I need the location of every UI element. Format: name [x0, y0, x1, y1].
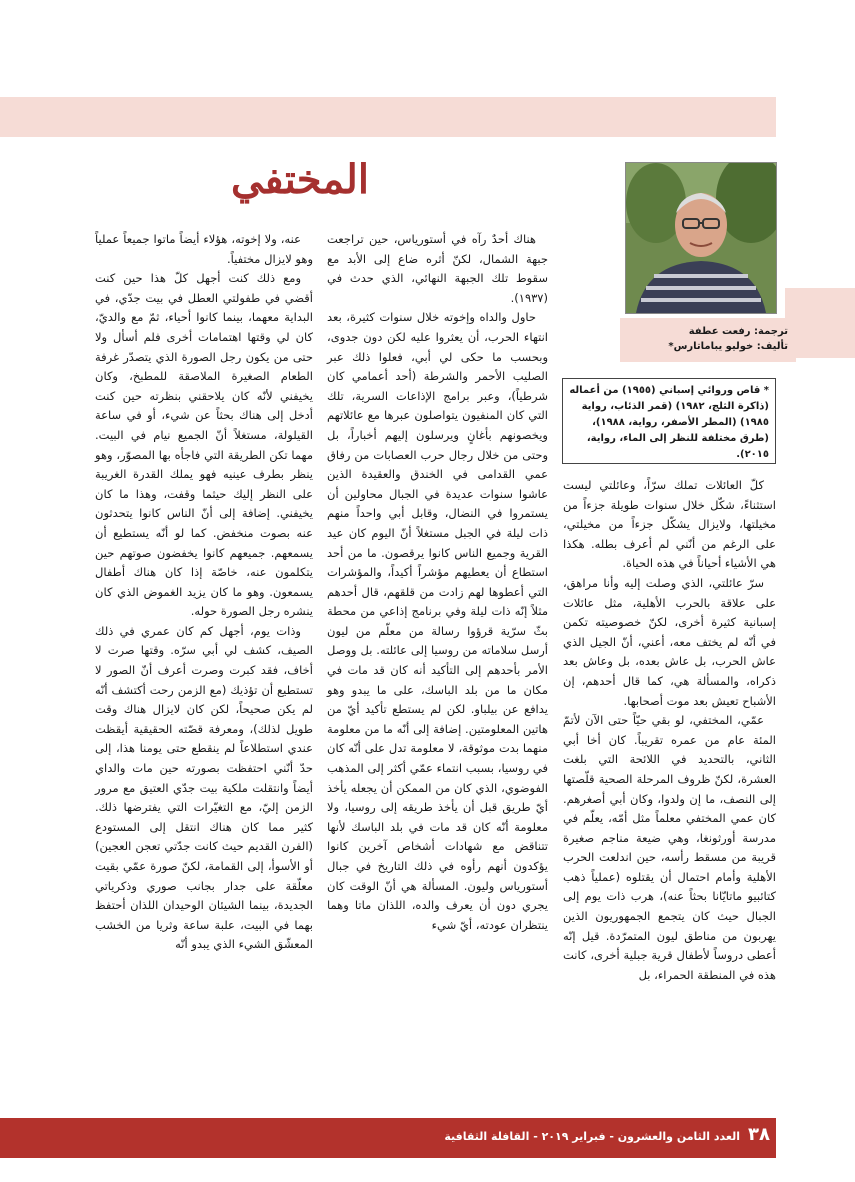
author-photo — [625, 162, 777, 314]
author-note: * قاص وروائي إسباني (١٩٥٥) من أعماله (ذاكرة الثلج، ١٩٨٢) (قمر الذئاب، رواية ١٩٨٥) (المطر الأصفر، رواية، ١٩٨٨)، (طرق مختلفة للنظر إلى الماء، رواية، ٢٠١٥). — [562, 378, 776, 464]
paragraph: حاول والداه وإخوته خلال سنوات كثيرة، بعد انتهاء الحرب، أن يعثروا عليه لكن دون جدوى، وبحسب ما حكى لي أبي، فعلوا ذلك عبر الصليب الأحمر والشرطة (أحد أعمامي كان شرطياً)، وعبر برامج الإذاعات السرية، تلك التي كان المنفيون يتواصلون عبرها مع عائلاتهم ويخصونهم بأغانٍ ويرسلون إليهم أخباراً، بل وحتى من خلال رجال حرب العصابات من رفاق عمي القدامى في الخندق والعقيدة الذين عاشوا سنوات عديدة في الجبال محاولين أن يستمروا في النضال، وقابل أبي واحداً منهم ذات ليلة في الجبل مستغلاً أنّ اليوم كان عيد القرية وجميع الناس كانوا يرقصون. ما من أحد استطاع أن يعطيهم مؤشراً أكيداً، والمؤشرات التي أعطوها لهم زادت من قلقهم، قال أحدهم مثلاً إنّه ذات ليلة وفي برنامج إذاعي من محطة بثّ سرّية قرؤوا رسالة من معلّم من ليون أرسل سلاماته من روسيا إلى عائلته. بل ووصل الأمر بأحدهم إلى التأكيد أنه كان قد مات في مكان ما من بلد الباسك، على ما يبدو وهو يدافع عن بيلباو. لكن لم يستطع تأكيد أيّ من هاتين المعلومتين. إضافة إلى أنّه ما من معلومة منهما بدت موثوقة، لا معلومة تدل على أنّه كان في روسيا، بسبب انتماء عمّي أكثر إلى المذهب الفوضوي، الذي كان من الممكن أن يجعله يأخذ أيّ طريق قبل أن يأخذ طريقه إلى روسيا، ولا معلومة أنّه كان قد مات في بلد الباسك لأنها تتناقض مع شهادات أشخاص آخرين كانوا يؤكدون أنهم رأوه في ذلك التاريخ في جبال أستورياس وليون. المسألة هي أنّ الوقت كان يجري دون أن يعرف والده، اللذان ماتا وهما ينتظران عودته، أيّ شيء — [327, 310, 548, 932]
paragraph: عمّي، المختفي، لو بقي حيّاً حتى الآن لأتمّ المئة عام من عمره تقريباً. كان أخا أبي الثاني، بالتحديد في اللائحة التي بلغت العشرة، لكنّ ظروف المرحلة الصحية قلّصتها إلى النصف، ما إن ولدوا، وكان أبي أصغرهم. كان عمي المختفي معلماً مثل أمّه، يعلّم في مدرسة أورثونغا، وهي ضيعة مناجم صغيرة قريبة من مسقط رأسه، حين اندلعت الحرب الأهلية وأمام احتمال أن يقتلوه (عملياً ذهب كتائبيو ماتايّانا بحثاً عنه)، هرب ذات يوم إلى الجبال حيث كان يتجمع الجمهوريون الذين يهربون من مناطق ليون المتمرّدة. قيل إنّه أعطى دروساً لأطفال قرية جبلية أخرى، كانت هذه في المنطقة الحمراء، بل — [563, 713, 776, 982]
paragraph: عنه، ولا إخوته، هؤلاء أيضاً ماتوا جميعاً عملياً وهو لايزال مختفياً. — [95, 232, 313, 266]
paragraph: ومع ذلك كنت أجهل كلّ هذا حين كنت أقضي في طفولتي العطل في بيت جدّي، في البداية معهما، بينما كانوا أحياء، ثمّ مع والديّ، كان لي وقتها اهتمامات أخرى فلم أسأل ولا حتى من يكون رجل الصورة الذي يتصدّر غرفة الطعام الصغيرة الملاصقة للمطبخ، وكان يخيفني لأنّه كان يلاحقني بنظرته حين كنت أدخل إلى هناك بحثاً عن شيء، أو في ساعة القيلولة، مستغلاً أنّ الجميع نيام في البيت. مهما تكن الطريقة التي فاجأه بها المصوّر، وهو ينظر بطرف عينيه فهو يملك القدرة الغريبة على النظر إليك حيثما وقفت، وهذا ما كان يخيفني. إضافة إلى أنّ الناس كانوا يتحدثون عنه بصوت منخفض. كما لو أنّه يستطيع أن يسمعهم. جميعهم كانوا يخفضون صوتهم حين يتكلمون عنه، خاصّة إذا كان هناك أطفال يسمعون. وهو ما كان يزيد الغموض الذي كان ينشره رجل الصورة حوله. — [95, 271, 313, 619]
page-number: ٣٨ — [748, 1124, 770, 1145]
header-band — [0, 97, 776, 137]
translator-credit: ترجمة: رفعت عطفة — [688, 326, 788, 337]
paragraph: سرّ عائلتي، الذي وصلت إليه وأنا مراهق، على علاقة بالحرب الأهلية، مثل عائلات إسبانية كثيرة أخرى، لكنّ خصوصيته تكمن في أنّه لم يختف معه، أعني، أنّ الجيل الذي عاش الحرب، بل عاش بعده، بل وعاش بعد ذكراه، والمسألة هي، كما قال أحدهم، إن الأشباح تعيش بعد موت أصحابها. — [563, 575, 776, 708]
author-credit: تأليف: خوليو يباماتارس* — [668, 341, 788, 352]
issue-info: العدد الثامن والعشرون - فبراير ٢٠١٩ - — [533, 1130, 740, 1143]
paragraph: كلّ العائلات تملك سرّاً، وعائلتي ليست استثناءً، شكّل خلال سنوات طويلة جزءاً من مخيلتها، ولايزال يشكّل جزءاً من مخيلتي، على الرغم من أنّني لم أعرف بطله. هكذا هي الأشياء أحياناً في هذه الحياة. — [563, 478, 776, 571]
footer-bar — [0, 1118, 776, 1158]
column-right — [563, 476, 776, 985]
column-middle — [327, 230, 548, 935]
credits-box — [620, 318, 796, 362]
paragraph: هناك أحدٌ رآه في أستورياس، حين تراجعت جبهة الشمال، لكنّ أثره ضاع إلى الأبد مع سقوط تلك الجبهة النهائي، الذي حدث في (١٩٣٧). — [327, 232, 548, 305]
magazine-name: القافلة الثقافية — [444, 1130, 530, 1143]
article-title: المختفي — [231, 156, 369, 203]
footer-caption — [444, 1130, 740, 1143]
author-portrait-icon — [626, 163, 776, 313]
paragraph: وذات يوم، أجهل كم كان عمري في ذلك الصيف، كشف لي أبي سرّه. وقتها صرت لا أخاف، فقد كبرت وصرت أعرف أنّ الصور لا تستطيع أن تؤذيك (مع الزمن رحت أكتشف أنّه لم يكن صحيحاً، لكن كان لايزال هناك وقت طويل لذلك)، ومعرفة قصّته الحقيقية أيقظت عندي استطلاعاً لم ينقطع حتى يومنا هذا، إلى حدّ أنّني احتفظت بصورته حين مات والداي أيضاً وانتقلت ملكية بيت جدّي العتيق مع مرور الزمن إليّ، مع التغيّرات التي يفترضها ذلك. كثير مما كان هناك انتقل إلى المستودع (الفرن القديم حيث كانت جدّتي تعجن العجين) أو الأسوأ، إلى القمامة، لكنّ صورة عمّي بقيت معلّقة على جدار بجانب صوري وذكرياتي الجديدة، بينما الشيئان الوحيدان اللذان أحتفظ بهما في البيت، علبة ساعة وثريا من الخشب المعشّق الشيء الذي يبدو أنّه — [95, 623, 313, 952]
column-left — [95, 230, 313, 955]
